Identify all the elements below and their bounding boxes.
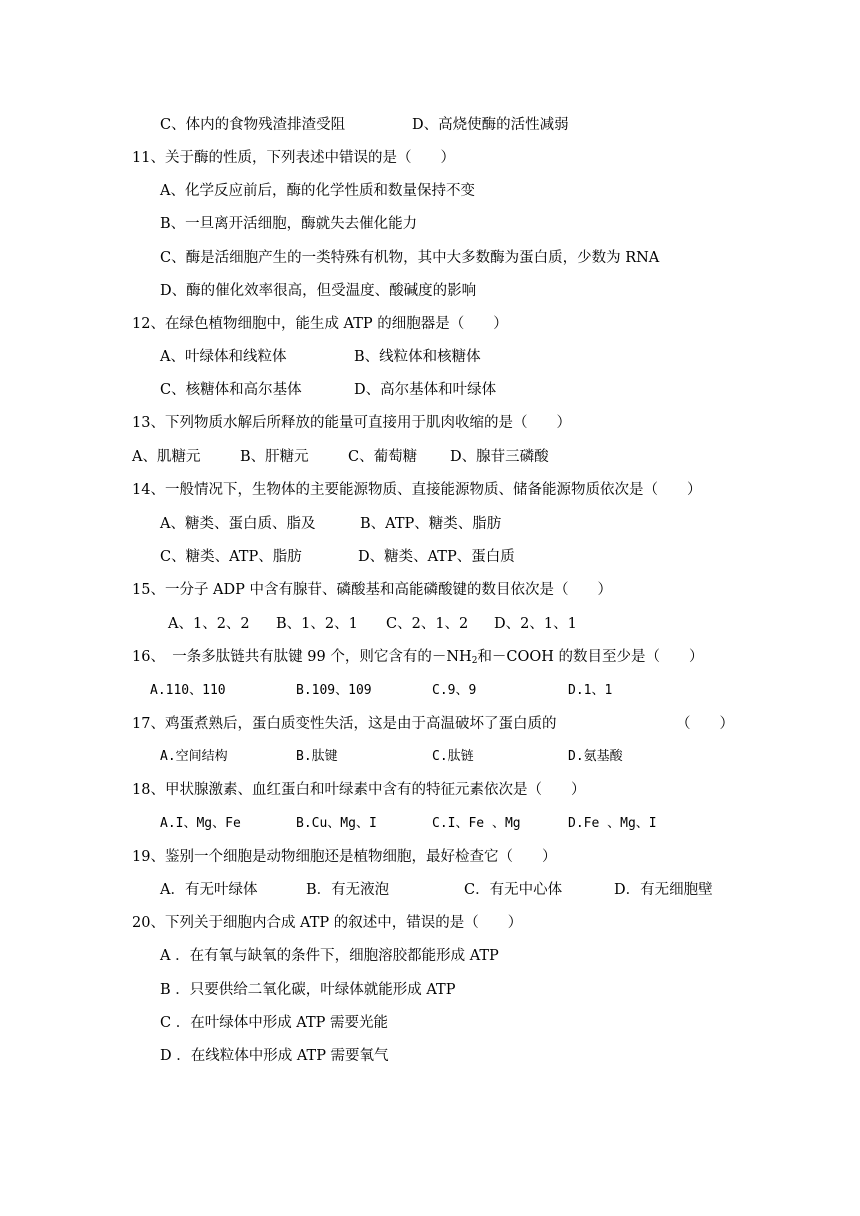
q17-option-a: A.空间结构 [160,749,228,764]
q13-option-d: D、腺苷三磷酸 [450,449,549,465]
q16-stem-subscript: 2 [471,656,478,666]
q13-option-a: A、肌糖元 [132,449,201,465]
q11-option-c: C、酶是活细胞产生的一类特殊有机物，其中大多数酶为蛋白质，少数为 RNA [160,250,660,266]
q18-option-d: D.Fe 、Mg、I [568,816,657,831]
q19-option-b: B．有无液泡 [306,882,390,898]
q12-option-c: C、核糖体和高尔基体 [160,382,302,398]
q15-option-d: D、2、1、1 [494,616,577,632]
q12-option-d: D、高尔基体和叶绿体 [354,382,497,398]
q15-stem: 15、一分子 ADP 中含有腺苷、磷酸基和高能磷酸键的数目依次是（ ） [132,582,613,598]
q14-stem: 14、一般情况下，生物体的主要能源物质、直接能源物质、储备能源物质依次是（ ） [132,482,702,498]
q15-option-a: A、1、2、2 [168,616,250,632]
q17-stem: 17、鸡蛋煮熟后，蛋白质变性失活，这是由于高温破坏了蛋白质的 [132,716,557,732]
q16-option-d: D.1、1 [568,683,613,698]
q14-option-c: C、糖类、ATP、脂肪 [160,549,302,565]
q16-option-a: A.110、110 [150,683,226,698]
q18-option-b: B.Cu、Mg、I [296,816,377,831]
q17-option-b: B.肽键 [296,749,338,764]
q14-option-a: A、糖类、蛋白质、脂及 [160,516,316,532]
q15-option-b: B、1、2、1 [276,616,358,632]
q16-stem [132,647,704,671]
q20-option-d: D ．在线粒体中形成 ATP 需要氧气 [160,1048,389,1064]
q16-option-b: B.109、109 [296,683,372,698]
q16-stem-pre: 16、 一条多肽链共有肽键 99 个，则它含有的－NH [132,649,472,665]
q13-option-b: B、肝糖元 [240,449,309,465]
q17-answer-blank: （ ） [676,716,734,732]
q19-stem: 19、鉴别一个细胞是动物细胞还是植物细胞，最好检查它（ ） [132,849,557,865]
q15-option-c: C、2、1、2 [386,616,469,632]
q20-option-b: B ．只要供给二氧化碳，叶绿体就能形成 ATP [160,982,456,998]
q18-stem: 18、甲状腺激素、血红蛋白和叶绿素中含有的特征元素依次是（ ） [132,782,586,798]
q11-option-a: A、化学反应前后，酶的化学性质和数量保持不变 [160,183,475,199]
q13-stem: 13、下列物质水解后所释放的能量可直接用于肌肉收缩的是（ ） [132,415,571,431]
q17-option-c: C.肽链 [432,749,474,764]
q12-option-b: B、线粒体和核糖体 [354,349,481,365]
q18-option-c: C.I、Fe 、Mg [432,816,521,831]
q11-option-b: B、一旦离开活细胞，酶就失去催化能力 [160,216,418,232]
q17-option-d: D.氨基酸 [568,749,623,764]
q20-stem: 20、下列关于细胞内合成 ATP 的叙述中，错误的是（ ） [132,915,523,931]
q16-stem-post: 和－COOH 的数目至少是（ ） [477,649,704,665]
q20-option-c: C ．在叶绿体中形成 ATP 需要光能 [160,1015,389,1031]
q19-option-c: C．有无中心体 [464,882,563,898]
q12-option-a: A、叶绿体和线粒体 [160,349,287,365]
q11-stem: 11、关于酶的性质，下列表述中错误的是（ ） [132,150,455,166]
q16-option-c: C.9、9 [432,683,477,698]
q11-option-d: D、酶的催化效率很高，但受温度、酸碱度的影响 [160,283,477,299]
q10-option-c: C、体内的食物残渣排渣受阻 [160,117,346,133]
q20-option-a: A ．在有氧与缺氧的条件下，细胞溶胶都能形成 ATP [160,948,499,964]
q13-option-c: C、葡萄糖 [348,449,418,465]
q14-option-d: D、糖类、ATP、蛋白质 [358,549,515,565]
q12-stem: 12、在绿色植物细胞中，能生成 ATP 的细胞器是（ ） [132,316,508,332]
q19-option-d: D．有无细胞壁 [614,882,713,898]
q18-option-a: A.I、Mg、Fe [160,816,241,831]
q14-option-b: B、ATP、糖类、脂肪 [360,516,502,532]
q10-option-d: D、高烧使酶的活性减弱 [412,117,569,133]
q19-option-a: A．有无叶绿体 [160,882,258,898]
